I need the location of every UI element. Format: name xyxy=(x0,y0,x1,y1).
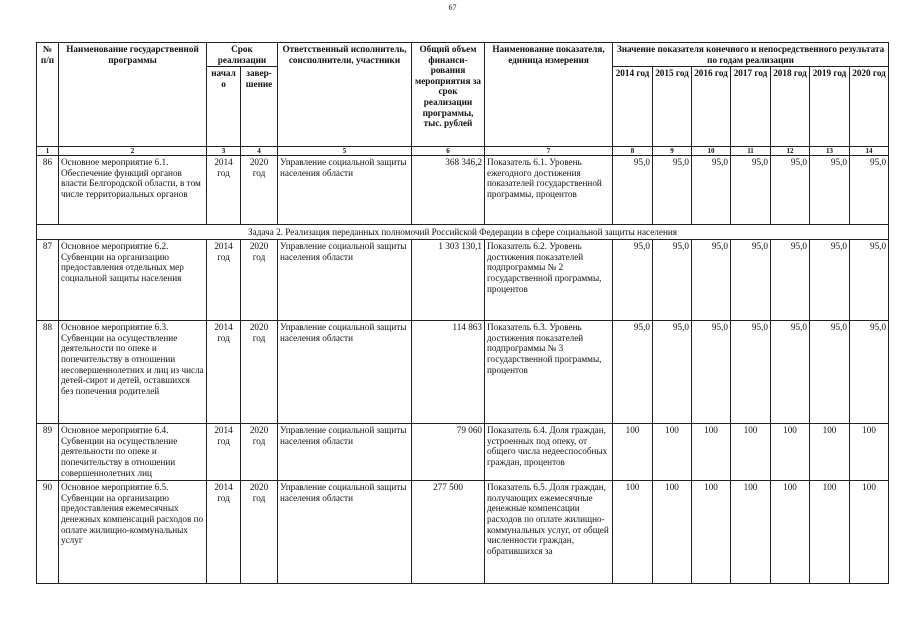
header-period: Срок реализации xyxy=(207,43,278,67)
row-value: 95,0 xyxy=(692,156,731,225)
row-name: Основное мероприятие 6.4. Субвенции на осуществление деятельности по опеке и попечительству в отношении совершеннолетних лиц xyxy=(59,424,207,481)
header-year: 2017 год xyxy=(731,67,771,147)
row-start: 2014 год xyxy=(207,321,241,424)
row-value: 100 xyxy=(692,481,731,584)
row-value: 95,0 xyxy=(653,240,692,321)
row-value: 95,0 xyxy=(850,156,889,225)
row-responsible: Управление социальной защиты населения области xyxy=(278,321,412,424)
row-responsible: Управление социальной защиты населения области xyxy=(278,156,412,225)
row-indicator: Показатель 6.1. Уровень ежегодного достижения показателей государственной программы, процентов xyxy=(485,156,613,225)
row-value: 95,0 xyxy=(653,321,692,424)
row-value: 100 xyxy=(771,424,810,481)
column-number-row xyxy=(37,147,889,156)
row-value: 95,0 xyxy=(850,321,889,424)
column-number: 8 xyxy=(613,147,653,156)
row-value: 95,0 xyxy=(810,240,850,321)
row-value: 95,0 xyxy=(731,321,771,424)
program-table xyxy=(36,42,889,584)
row-value: 95,0 xyxy=(850,240,889,321)
row-value: 100 xyxy=(692,424,731,481)
header-year: 2020 год xyxy=(850,67,889,147)
row-indicator: Показатель 6.4. Доля граждан, устроенных под опеку, от общего числа недееспособных граждан, процентов xyxy=(485,424,613,481)
header-end: завер-шение xyxy=(241,67,278,147)
table-row xyxy=(37,321,889,424)
row-name: Основное мероприятие 6.3. Субвенции на осуществление деятельности по опеке и попечительству в отношении несовершеннолетних и лиц из числа детей-сирот и детей, оставшихся без попечения родителей xyxy=(59,321,207,424)
row-start: 2014 год xyxy=(207,481,241,584)
row-end: 2020 год xyxy=(241,424,278,481)
column-number: 3 xyxy=(207,147,241,156)
row-start: 2014 год xyxy=(207,240,241,321)
row-start: 2014 год xyxy=(207,424,241,481)
row-number: 88 xyxy=(37,321,59,424)
row-responsible: Управление социальной защиты населения области xyxy=(278,481,412,584)
row-value: 100 xyxy=(731,424,771,481)
row-value: 95,0 xyxy=(653,156,692,225)
row-value: 95,0 xyxy=(810,156,850,225)
row-volume: 114 863 xyxy=(412,321,485,424)
row-volume: 79 060 xyxy=(412,424,485,481)
column-number: 5 xyxy=(278,147,412,156)
row-end: 2020 год xyxy=(241,240,278,321)
row-value: 95,0 xyxy=(692,240,731,321)
column-number: 4 xyxy=(241,147,278,156)
header-program-name: Наименование государственной программы xyxy=(59,43,207,147)
row-value: 100 xyxy=(653,481,692,584)
row-start: 2014 год xyxy=(207,156,241,225)
row-value: 100 xyxy=(613,424,653,481)
row-volume: 277 500 xyxy=(412,481,485,584)
row-value: 95,0 xyxy=(771,156,810,225)
row-number: 90 xyxy=(37,481,59,584)
row-value: 95,0 xyxy=(731,156,771,225)
header-year: 2016 год xyxy=(692,67,731,147)
table-row xyxy=(37,424,889,481)
row-value: 95,0 xyxy=(731,240,771,321)
row-value: 95,0 xyxy=(613,321,653,424)
task-title: Задача 2. Реализация переданных полномочий Российской Федерации в сфере социальной защиты населения xyxy=(37,225,889,240)
table-row xyxy=(37,240,889,321)
header-year: 2014 год xyxy=(613,67,653,147)
row-value: 95,0 xyxy=(771,321,810,424)
row-value: 100 xyxy=(653,424,692,481)
row-number: 86 xyxy=(37,156,59,225)
row-end: 2020 год xyxy=(241,481,278,584)
row-value: 100 xyxy=(613,481,653,584)
column-number: 6 xyxy=(412,147,485,156)
row-name: Основное мероприятие 6.5. Субвенции на организацию предоставления ежемесячных денежных компенсаций расходов по оплате жилищно-коммунальных услуг xyxy=(59,481,207,584)
column-number: 13 xyxy=(810,147,850,156)
header-year: 2018 год xyxy=(771,67,810,147)
header-start: начало xyxy=(207,67,241,147)
row-value: 100 xyxy=(810,481,850,584)
row-indicator: Показатель 6.2. Уровень достижения показателей подпрограммы № 2 государственной программы, процентов xyxy=(485,240,613,321)
row-number: 89 xyxy=(37,424,59,481)
column-number: 2 xyxy=(59,147,207,156)
row-indicator: Показатель 6.5. Доля граждан, получающих ежемесячные денежные компенсации расходов по оплате жилищно-коммунальных услуг, от общей численности граждан, обратившихся за xyxy=(485,481,613,584)
row-value: 100 xyxy=(850,424,889,481)
column-number: 11 xyxy=(731,147,771,156)
header-indicator: Наименование показателя, единица измерения xyxy=(485,43,613,147)
task-row xyxy=(37,225,889,240)
header-num: № п/п xyxy=(37,43,59,147)
column-number: 7 xyxy=(485,147,613,156)
row-value: 95,0 xyxy=(613,240,653,321)
header-responsible: Ответственный исполнитель, соисполнители, участники xyxy=(278,43,412,147)
header-values-title: Значение показателя конечного и непосредственного результата по годам реализации xyxy=(613,43,889,67)
column-number: 9 xyxy=(653,147,692,156)
row-value: 95,0 xyxy=(692,321,731,424)
table-row xyxy=(37,481,889,584)
header-volume: Общий объем финанси-рования мероприятия за срок реализации программы, тыс. рублей xyxy=(412,43,485,147)
header-year: 2019 год xyxy=(810,67,850,147)
row-value: 95,0 xyxy=(613,156,653,225)
row-name: Основное мероприятие 6.1. Обеспечение функций органов власти Белгородской области, в том числе территориальных органов xyxy=(59,156,207,225)
row-volume: 368 346,2 xyxy=(412,156,485,225)
column-number: 12 xyxy=(771,147,810,156)
row-value: 95,0 xyxy=(810,321,850,424)
header-row-1 xyxy=(37,43,889,67)
column-number: 1 xyxy=(37,147,59,156)
page-number: 67 xyxy=(448,3,457,12)
column-number: 14 xyxy=(850,147,889,156)
row-value: 100 xyxy=(731,481,771,584)
table-row xyxy=(37,156,889,225)
header-year: 2015 год xyxy=(653,67,692,147)
row-value: 100 xyxy=(771,481,810,584)
row-end: 2020 год xyxy=(241,321,278,424)
row-number: 87 xyxy=(37,240,59,321)
row-indicator: Показатель 6.3. Уровень достижения показателей подпрограммы № 3 государственной программы, процентов xyxy=(485,321,613,424)
row-responsible: Управление социальной защиты населения области xyxy=(278,240,412,321)
row-end: 2020 год xyxy=(241,156,278,225)
row-name: Основное мероприятие 6.2. Субвенции на организацию предоставления отдельных мер социальной защиты населения xyxy=(59,240,207,321)
row-value: 100 xyxy=(850,481,889,584)
row-responsible: Управление социальной защиты населения области xyxy=(278,424,412,481)
row-volume: 1 303 130,1 xyxy=(412,240,485,321)
row-value: 95,0 xyxy=(771,240,810,321)
row-value: 100 xyxy=(810,424,850,481)
column-number: 10 xyxy=(692,147,731,156)
